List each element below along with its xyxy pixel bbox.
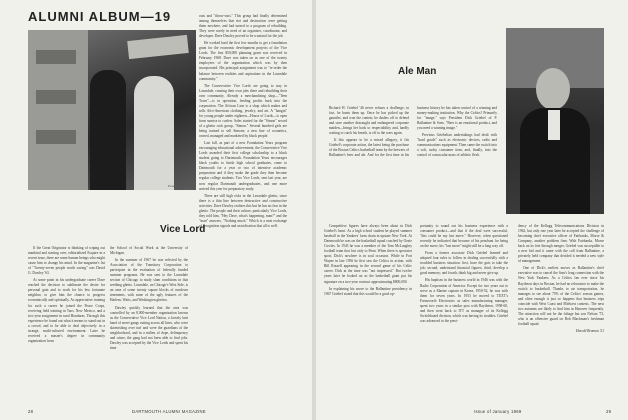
paragraph: The Conservative Vice Lords are going to stay in Lawndale, creating their own jobs there and rebuilding their own community. Already a merchandising shop—"Teen Town"—is in operation, feeding profits back into the corporation. The African Lion is a shop which makes and sells Afro-American clothing, jewelry, and art. A "hangin" for young people under eighteen—House of Lords—is open from sunrise to curfew. Sales started for the "Simon" record of a ghetto rock group, "Simon." Several hundred girls are being trained to sell Simone, a new line of cosmetics, owned, managed and marketed by black people. [199,83,287,139]
paragraph: dency of the Kellogg Telecommunications Division in 1962, but only one year later he accepted the challenge of becoming chief executive officer of Fairbanks, Morse & Company, another problem firm. With Fairbanks, Morse back on its feet through merger, Griebel was susceptible to a new bid and it came with the call from Ballantine, a privately held company that decided it needed a new style of management. [518,224,604,264]
left-page [0,0,312,420]
vice-lord-column-2 [110,246,188,396]
paragraph: He worked hard the first few months to get a foundation grant for the economic development projects of the Vice Lords. The first $50,000 planning grant was received in February 1968. Dave was taken on as one of the twenty employees of the organization which was by then incorporated. His principal assignment was to "re-order the balance between realities and aspirations in the Lawndale community." [199,41,287,81]
ale-man-column-3 [518,224,604,396]
paragraph: His baptism in the business world in 1946 was with the Radio Corporation of America. Except for two years out to serve as a Marine captain in Korea, 1950-52, he was with them for seven years. In 1953 he moved to TEXT's Farnsworth Electronics as sales manufacturing manager, spent two years in a similar post with Raytheon, 1958-60, and then went back to ITT as manager of its Kellogg Switchboard division, which was having its troubles. Griebel was advanced to the presi- [420,278,508,323]
paragraph: Last fall, as part of a new Foundation Years program encouraging educational achievement, the Conservative Vice Lords awarded their first college scholarship to a black student going to Dartmouth. Foundation Years encourages black youths to finish high school graduates, come to Dartmouth for a year or two of intensive academic preparation and if they make the grade they then become regular college students. Two Vice Lords, sent last year, are now regular Dartmouth undergraduates, and one more arrived this year for preparatory study. [199,141,287,191]
photo-shirt [548,110,560,140]
ale-man-intro [329,106,497,220]
ale-man-column-1 [324,224,412,396]
album-header: ALUMNI ALBUM—19 [28,9,172,24]
paragraph: Competitive figures have always been about in Dick Griebel's heart. As a high school student he played summer baseball in the Yankees' farm chain in upstate New York. At Dartmouth he was on the basketball squad coached by Ozzie Cowles. In 1943 he was a member of the Tom McLaughry football team that lost only to Penn. When there is spectator sport, Dick's nowhere is in soul occasion. While in Fort Wayne in late 1956 he first saw the Celtics in action, with Bill Russell appearing in the second game of his Celtic career. Dick at the time was "not impressed." But twelve years later he looked on as the basketball giant put his signature on a two-year contract approximating $800,000. [324,224,412,284]
paragraph: At some point in his undergraduate career Dave reached the decision to sublimate the desire for personal gain and to work for his less fortunate neighbor, to give him the chance to progress economically and spiritually. As appreciative training for such a career he joined the Peace Corps, receiving field training in Taos, New Mexico, and a two-year assignment in rural Honduras. Through this experience he found out what it means to stand out in a crowd, and to be able to deal objectively in a strange, multi-cultured environment. Later he received a master's degree in community organization from [28,278,105,343]
photo-window [36,90,76,104]
paragraph: One of Dick's earliest moves as Ballantine's chief executive was to cancel the firm's long connection with the New York Yankees. As a Celtics fan ever since his Raytheon days in Boston, he had no reluctance to make the switch to basketball. Thanks to air transportation, he manages to see about 75% of the Celtics' season games, and often enough it just so happens that business trips coincide with West Coast and Midwest contests. The next two autumns are likely to find him in Hanover frequently. The attraction will not be the foliage but son Nelson '73, who is an offensive guard on Bob Blackman's freshman football squad. [518,266,604,326]
article-title-vice-lord: Vice Lord [160,224,206,235]
footer-magazine: DARTMOUTH ALUMNI MAGAZINE [132,409,206,414]
photo-person-right [134,76,174,190]
paragraph: Dawley quickly learned that the area was controlled by an 8,000-member organization known as the Conservative Vice Lord Nation, a loosely knit band of street gangs cutting across all lines, who were skirmishing over turf and were the guardians of the neighborhood, and in a milieu of dope, delinquency and crime, the gang had not been able to find jobs. Dawley was accepted by the Vice Lords and spent his time [110,305,188,350]
paragraph: In the summer of 1967 he was selected by the Association of the Transitory Corporation to participate in the evaluation of federally funded summer programs. He was sent to the Lawndale section of Chicago to study slum conditions in that seething ghetto. Lawndale, on Chicago's West Side, is an area of some twenty square blocks of rundown tenements, with none of the ugly features of the Harlem, Watts, and Washington ghettos. [110,258,188,303]
paragraph: outs and "throw-outs." This group had finally determined among themselves that riot and destruction were getting them nowhere, and had turned to a program of rebuilding. They were sorely in need of an organizer, coordinator, and developer. Dave Dawley proved to be a natural for the job. [199,14,287,39]
paragraph: portunity to round out his business experience with a consumer product—and that if the deal were successful, "this could be my last move." However, when questioned recently he indicated that because of his penchant for being on the move, his "last move" might still be a long way off. [420,224,508,249]
footer-issue: Issue of January 1969 [474,409,522,414]
ale-man-column-2 [420,224,508,396]
paragraph: There are still high risks in the Lawndale ghetto, since there is a thin line between destructive and constructive activities. Dave Dawley realizes this but he has no fear in the ghetto. The people and their culture, particularly Vice Lords, they told him, "Hey Dave, what's happening, man?" and the "man" answers, "Nothing much." Which is a neat exchange of recognition signals and an indication that all is well. [199,193,287,228]
photo-window [36,50,76,64]
photo-window [36,130,76,144]
photo-sign [127,35,189,59]
paragraph: From a former associate Dick Griebel learned and adopted four rules to follow in dealing successfully with a troubled business situation: first, have the guts to take the job; second, understand financial figures; third, develop a good memory; and fourth, think big and never give up. [420,251,508,276]
right-page [316,0,628,420]
paragraph: If this appears to be a mixed allegory, it fits Griebel's corporate action, the latest being the purchase of the Boston Celtics basketball team by the brewers of Ballantine's beer and ale. And for the first time in his business history he has taken control of a winning and money-making institution. Why the Celtics? Primarily for "image," says President Dick Griebel of P. Ballantine & Sons. "Beer is an emotional product, and you need a winning image." [329,106,497,158]
ale-man-photo [506,28,604,214]
photo-credit: Peace Large Photo [168,184,195,188]
paragraph: If the Great Originator is thinking of wiping out mankind and starting over, editorialized Esquire in a recent issue, there are some human beings who might cause him to change his mind. In the magazine's list of "Twenty-seven people worth saving" was David G. Dawley '63. [28,246,105,276]
page-number-left: 28 [28,409,34,414]
vice-lord-column-1 [28,246,105,396]
vice-lord-photo [28,30,196,190]
author-signature: Harold Braman '21 [576,328,604,333]
photo-person-left [90,70,126,190]
article-title-ale-man: Ale Man [398,66,437,77]
paragraph: the School of Social Work at the University of Michigan. [110,246,188,256]
vice-lord-column-3 [199,14,287,396]
paragraph: In explaining his move to the Ballantine presidency in 1967 Griebel stated that this would be a good op- [324,286,412,296]
page-number-right: 29 [606,409,612,414]
paragraph: Richard H. Griebel '46 never refuses a challenge; in fact, he hunts them up. Once he has picked up the gauntlet, and won the contest, he dashes off to defend and save another distraught and endangered corporate maiden—brings her back to respectability and, hardly waiting to catch his breath, is off to the wars again. [329,106,409,136]
photo-head [536,68,570,110]
paragraph: Previous Griebelian undertakings had dealt with "hard goods" such as electronic devices, radio and communications equipment. Then came the switch into a soft, sudsy consumer item, and, finally, into the control of a muscular mass of athletic flesh. [417,133,497,158]
